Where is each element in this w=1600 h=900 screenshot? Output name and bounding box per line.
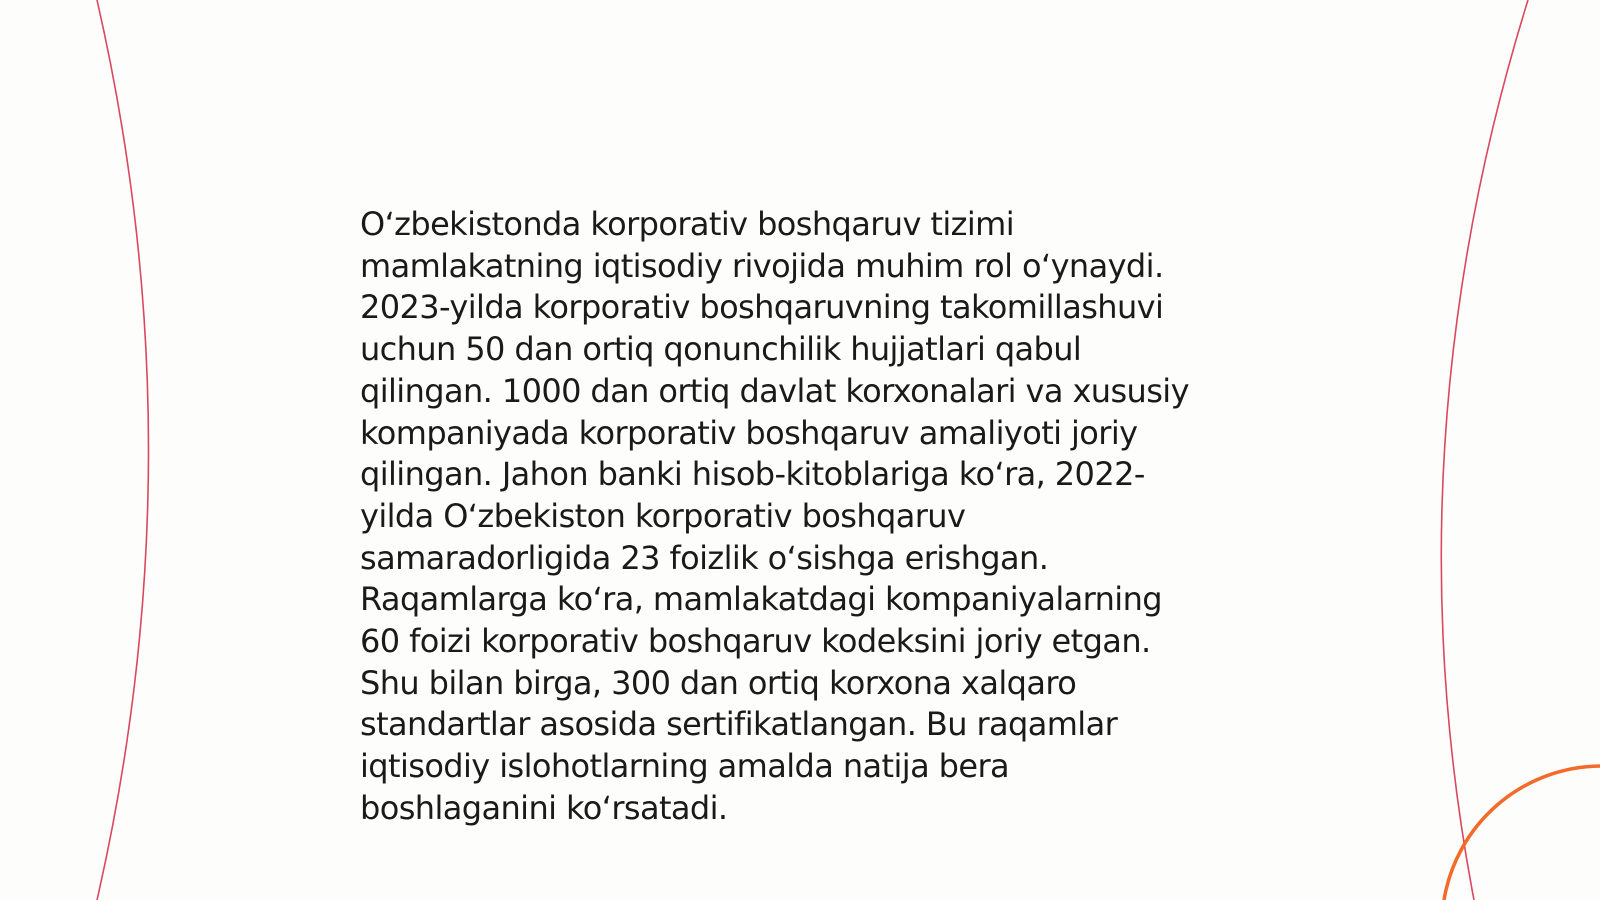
paragraph-line: Shu bilan birga, 300 dan ortiq korxona xalqaro bbox=[360, 663, 1077, 702]
paragraph-line: yilda O‘zbekiston korporativ boshqaruv bbox=[360, 496, 966, 535]
paragraph-line: 60 foizi korporativ boshqaruv kodeksini joriy etgan. bbox=[360, 622, 1151, 661]
orange-circle-decoration bbox=[1444, 766, 1600, 900]
right-curve-decoration bbox=[1441, 0, 1528, 900]
paragraph-line: qilingan. Jahon banki hisob-kitoblariga ko‘ra, 2022- bbox=[360, 455, 1145, 494]
paragraph-line: iqtisodiy islohotlarning amalda natija bera bbox=[360, 747, 1010, 786]
paragraph-line: Raqamlarga ko‘ra, mamlakatdagi kompaniyalarning bbox=[360, 580, 1162, 619]
paragraph-line: mamlakatning iqtisodiy rivojida muhim rol o‘ynaydi. bbox=[360, 246, 1164, 285]
paragraph-line: uchun 50 dan ortiq qonunchilik hujjatlari qabul bbox=[360, 330, 1082, 369]
paragraph-line: boshlaganini ko‘rsatadi. bbox=[360, 788, 728, 827]
paragraph-line: samaradorligida 23 foizlik o‘sishga erishgan. bbox=[360, 538, 1049, 577]
body-paragraph bbox=[360, 204, 1240, 830]
paragraph-line: standartlar asosida sertifikatlangan. Bu raqamlar bbox=[360, 705, 1118, 744]
paragraph-line: O‘zbekistonda korporativ boshqaruv tizimi bbox=[360, 205, 1014, 243]
left-curve-decoration bbox=[97, 0, 149, 900]
paragraph-line: qilingan. 1000 dan ortiq davlat korxonalari va xususiy bbox=[360, 371, 1189, 410]
paragraph-line: 2023-yilda korporativ boshqaruvning takomillashuvi bbox=[360, 288, 1164, 327]
paragraph-line: kompaniyada korporativ boshqaruv amaliyoti joriy bbox=[360, 413, 1138, 452]
